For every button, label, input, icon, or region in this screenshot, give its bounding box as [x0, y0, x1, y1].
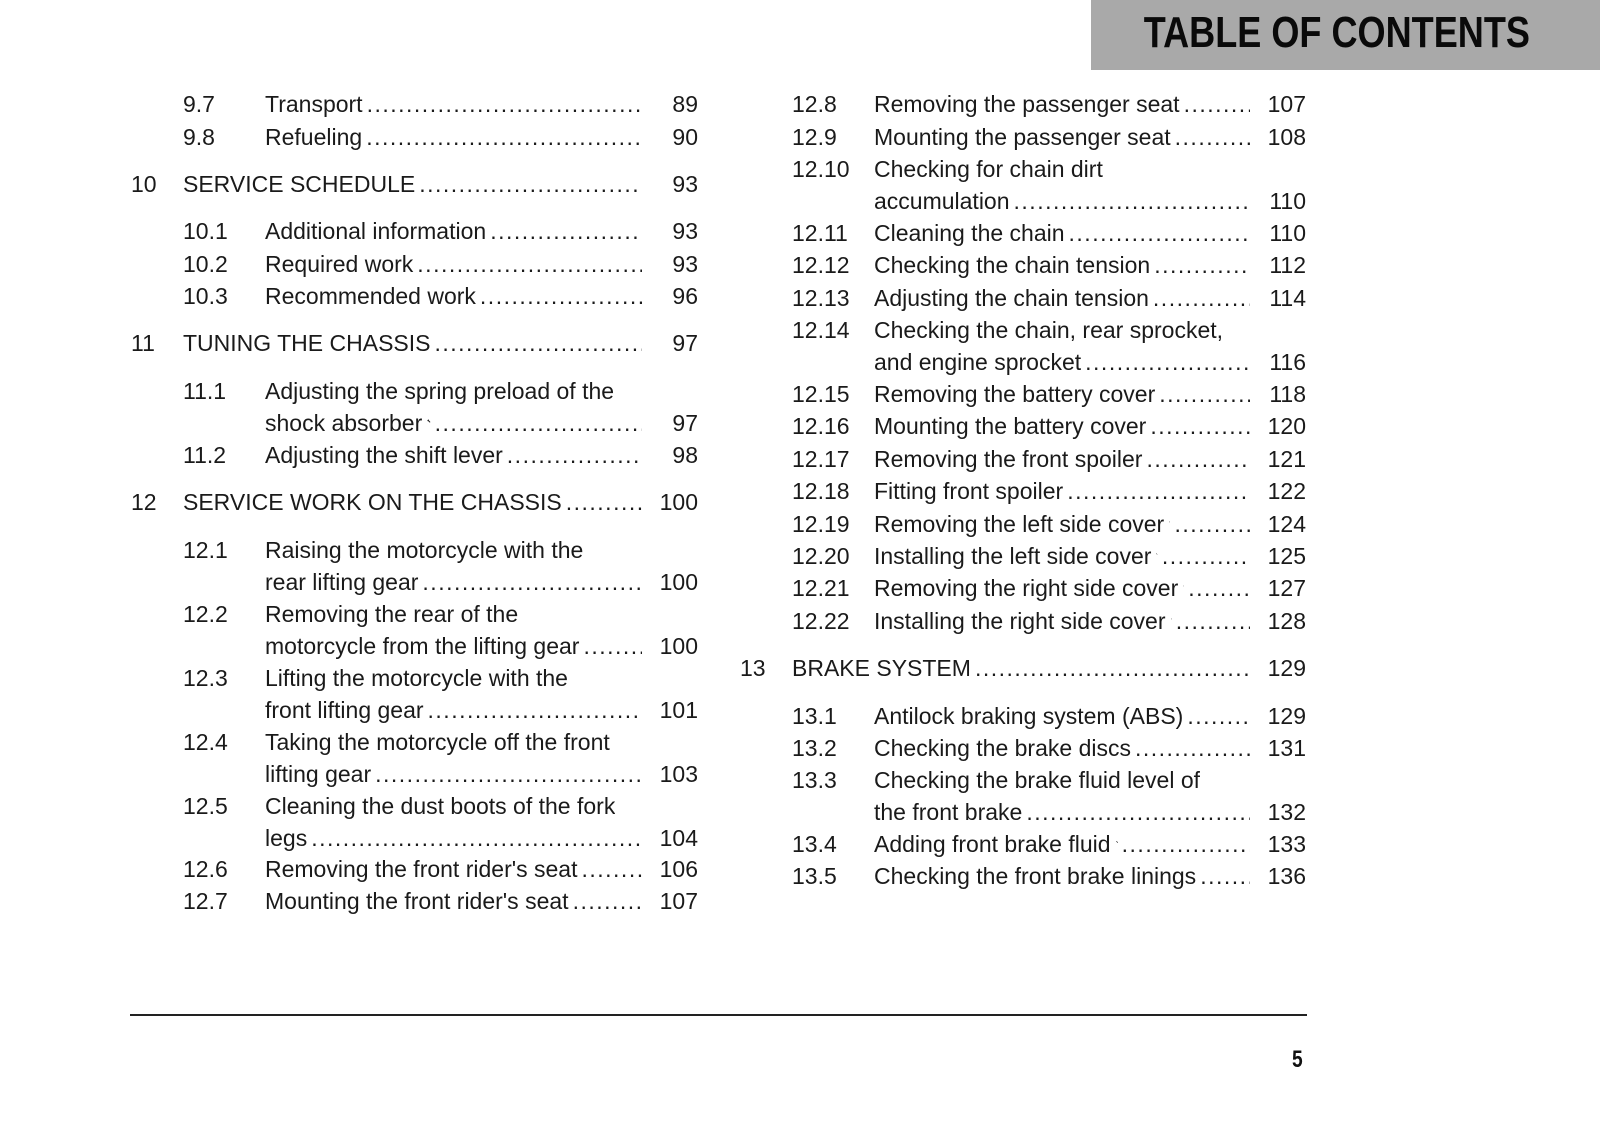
toc-section-entry[interactable]	[0, 411, 1600, 441]
entry-title: Removing the front spoiler	[874, 446, 1143, 472]
toc-chapter-entry[interactable]	[0, 653, 1600, 683]
entry-title: Raising the motorcycle with the	[265, 537, 584, 563]
page-reference[interactable]: 118	[1269, 381, 1306, 407]
entry-title: lifting gear	[265, 761, 372, 787]
page-reference[interactable]: 128	[1267, 608, 1306, 634]
entry-title: Mounting the passenger seat	[874, 124, 1171, 150]
toc-section-entry[interactable]	[0, 250, 1600, 280]
section-number: 13.1	[792, 703, 837, 729]
toc-section-entry[interactable]	[0, 283, 1600, 313]
section-number: 12.22	[792, 608, 850, 634]
chapter-number: 13	[740, 655, 766, 681]
entry-title: TUNING THE CHASSIS	[183, 330, 431, 356]
page-reference[interactable]: 107	[1267, 91, 1306, 117]
entry-title: Adding front brake fluid	[874, 831, 1111, 857]
page-reference[interactable]: 93	[672, 251, 698, 277]
entry-title: Checking the brake discs	[874, 735, 1131, 761]
entry-title: Lifting the motorcycle with the	[265, 665, 568, 691]
page-reference[interactable]: 124	[1267, 511, 1306, 537]
toc-section-entry[interactable]	[0, 122, 1600, 152]
header-band	[1091, 0, 1600, 70]
wrench-icon	[1116, 832, 1118, 852]
dot-leader	[1200, 861, 1250, 891]
section-number: 12.3	[183, 665, 228, 691]
entry-title: Recommended work	[265, 283, 476, 309]
entry-title: Required work	[265, 251, 414, 277]
entry-title: Additional information	[265, 218, 487, 244]
wrench-icon	[1156, 544, 1157, 564]
entry-title: BRAKE SYSTEM	[792, 655, 971, 681]
page-reference[interactable]: 101	[659, 697, 698, 723]
dot-leader	[1122, 829, 1250, 859]
entry-title: front lifting gear	[265, 697, 424, 723]
dot-leader	[1135, 733, 1250, 763]
page-number: 5	[1292, 1046, 1303, 1073]
section-number: 12.7	[183, 888, 228, 914]
section-number: 12.11	[792, 220, 848, 246]
toc-section-entry[interactable]	[0, 476, 1600, 506]
chapter-number: 11	[131, 330, 155, 356]
dot-leader	[1026, 797, 1250, 827]
page-reference[interactable]: 98	[672, 442, 698, 468]
footer-divider	[130, 1014, 1307, 1016]
toc-section-entry[interactable]	[0, 765, 1600, 795]
page-reference[interactable]: 129	[1267, 703, 1306, 729]
page-reference[interactable]: 106	[659, 856, 698, 882]
section-number: 12.9	[792, 124, 837, 150]
toc-section-entry[interactable]	[0, 379, 1600, 409]
page-reference[interactable]: 97	[672, 410, 698, 436]
section-number: 9.8	[183, 124, 215, 150]
entry-title: the front brake	[874, 799, 1023, 825]
toc-section-entry[interactable]	[0, 573, 1600, 603]
section-number: 13.4	[792, 831, 837, 857]
entry-title: Checking the brake fluid level of	[874, 767, 1201, 793]
page-reference[interactable]: 116	[1269, 349, 1306, 375]
section-number: 12.1	[183, 537, 228, 563]
dot-leader	[1154, 250, 1250, 280]
chapter-number: 10	[131, 171, 157, 197]
page-reference[interactable]: 103	[659, 761, 698, 787]
dot-leader	[1162, 541, 1250, 571]
section-number: 12.21	[792, 575, 850, 601]
entry-title: Installing the left side cover	[874, 543, 1152, 569]
wrench-icon	[1171, 609, 1172, 629]
entry-title: Cleaning the dust boots of the fork	[265, 793, 616, 819]
entry-title: legs	[265, 825, 308, 851]
entry-title: Removing the rear of the	[265, 601, 519, 627]
entry-title: Checking the chain, rear sprocket,	[874, 317, 1224, 343]
entry-title: Adjusting the chain tension	[874, 285, 1149, 311]
entry-title: Antilock braking system (ABS)	[874, 703, 1184, 729]
page-reference[interactable]: 120	[1267, 413, 1306, 439]
page-reference[interactable]: 93	[672, 171, 698, 197]
toc-section-entry[interactable]	[0, 861, 1600, 891]
toc-section-entry[interactable]	[0, 444, 1600, 474]
entry-title: motorcycle from the lifting gear	[265, 633, 580, 659]
dot-leader	[1187, 701, 1250, 731]
entry-title: Checking the front brake linings	[874, 863, 1197, 889]
page-reference[interactable]: 121	[1267, 446, 1306, 472]
entry-title: Checking for chain dirt	[874, 156, 1103, 182]
page-reference[interactable]: 112	[1269, 252, 1306, 278]
wrench-icon	[1183, 576, 1184, 596]
page-title: TABLE OF CONTENTS	[1143, 8, 1530, 57]
entry-title: Transport	[265, 91, 363, 117]
toc-section-entry[interactable]	[0, 315, 1600, 345]
page-reference[interactable]: 100	[659, 489, 698, 515]
entry-title: Removing the front rider's seat	[265, 856, 578, 882]
page-reference[interactable]: 125	[1267, 543, 1306, 569]
section-number: 12.20	[792, 543, 850, 569]
section-number: 12.14	[792, 317, 850, 343]
section-number: 12.5	[183, 793, 228, 819]
toc-section-entry[interactable]	[0, 733, 1600, 763]
dot-leader	[1146, 444, 1250, 474]
page-reference[interactable]: 132	[1267, 799, 1306, 825]
entry-title: shock absorber	[265, 410, 423, 436]
page-reference[interactable]: 100	[659, 569, 698, 595]
dot-leader	[1175, 122, 1250, 152]
toc-section-entry[interactable]	[0, 154, 1600, 184]
page-reference[interactable]: 114	[1269, 285, 1306, 311]
dot-leader	[1085, 347, 1250, 377]
entry-title: Removing the passenger seat	[874, 91, 1180, 117]
section-number: 12.6	[183, 856, 228, 882]
dot-leader	[1159, 379, 1250, 409]
section-number: 12.18	[792, 478, 850, 504]
page-reference[interactable]: 122	[1267, 478, 1306, 504]
entry-title: Mounting the front rider's seat	[265, 888, 569, 914]
dot-leader	[1184, 89, 1250, 119]
entry-title: Removing the right side cover	[874, 575, 1179, 601]
page-reference[interactable]: 90	[672, 124, 698, 150]
page-reference[interactable]: 93	[672, 218, 698, 244]
entry-title: rear lifting gear	[265, 569, 419, 595]
toc-section-entry[interactable]	[0, 797, 1600, 827]
toc-section-entry[interactable]	[0, 347, 1600, 377]
section-number: 10.3	[183, 283, 228, 309]
entry-title: SERVICE WORK ON THE CHASSIS	[183, 489, 562, 515]
dot-leader	[1150, 411, 1250, 441]
toc-section-entry[interactable]	[0, 541, 1600, 571]
entry-title: Installing the right side cover	[874, 608, 1166, 634]
entry-title: Refueling	[265, 124, 363, 150]
section-number: 12.19	[792, 511, 850, 537]
toc-section-entry[interactable]	[0, 701, 1600, 731]
page-reference[interactable]: 107	[659, 888, 698, 914]
page-reference[interactable]: 131	[1267, 735, 1306, 761]
section-number: 13.2	[792, 735, 837, 761]
entry-title: Cleaning the chain	[874, 220, 1065, 246]
toc-section-entry[interactable]	[0, 89, 1600, 119]
entry-title: Mounting the battery cover	[874, 413, 1147, 439]
entry-title: Adjusting the spring preload of the	[265, 378, 615, 404]
page-reference[interactable]: 129	[1267, 655, 1306, 681]
toc-section-entry[interactable]	[0, 829, 1600, 859]
entry-title: Fitting front spoiler	[874, 478, 1064, 504]
section-number: 12.16	[792, 413, 850, 439]
section-number: 11.2	[183, 442, 227, 468]
dot-leader	[1014, 186, 1250, 216]
page-reference[interactable]: 89	[672, 91, 698, 117]
page-reference[interactable]: 104	[659, 825, 698, 851]
entry-title: Removing the left side cover	[874, 511, 1165, 537]
page-reference[interactable]: 100	[659, 633, 698, 659]
section-number: 10.2	[183, 251, 228, 277]
page-reference[interactable]: 110	[1269, 220, 1306, 246]
page-reference[interactable]: 96	[672, 283, 698, 309]
section-number: 13.3	[792, 767, 837, 793]
dot-leader	[1174, 509, 1250, 539]
dot-leader	[1069, 218, 1250, 248]
entry-title: Removing the battery cover	[874, 381, 1156, 407]
section-number: 12.17	[792, 446, 850, 472]
section-number: 12.13	[792, 285, 850, 311]
page-reference[interactable]: 108	[1267, 124, 1306, 150]
entry-title: Adjusting the shift lever	[265, 442, 503, 468]
section-number: 9.7	[183, 91, 215, 117]
chapter-number: 12	[131, 489, 157, 515]
entry-title: SERVICE SCHEDULE	[183, 171, 416, 197]
section-number: 12.15	[792, 381, 850, 407]
toc-section-entry[interactable]	[0, 218, 1600, 248]
section-number: 13.5	[792, 863, 837, 889]
section-number: 12.8	[792, 91, 837, 117]
entry-title: Taking the motorcycle off the front	[265, 729, 610, 755]
section-number: 12.2	[183, 601, 228, 627]
page-reference[interactable]: 97	[672, 330, 698, 356]
section-number: 12.10	[792, 156, 850, 182]
wrench-icon	[1169, 512, 1170, 532]
section-number: 11.1	[183, 378, 227, 404]
dot-leader	[975, 653, 1250, 683]
dot-leader	[1188, 573, 1250, 603]
toc-section-entry[interactable]	[0, 509, 1600, 539]
toc-section-entry[interactable]	[0, 606, 1600, 636]
entry-title: accumulation	[874, 188, 1010, 214]
page-reference[interactable]: 127	[1267, 575, 1306, 601]
toc-section-entry[interactable]	[0, 186, 1600, 216]
page-reference[interactable]: 110	[1269, 188, 1306, 214]
dot-leader	[1153, 283, 1250, 313]
section-number: 12.12	[792, 252, 850, 278]
entry-title: and engine sprocket	[874, 349, 1082, 375]
page-reference[interactable]: 133	[1267, 831, 1306, 857]
section-number: 10.1	[183, 218, 228, 244]
dot-leader	[1176, 606, 1250, 636]
page-reference[interactable]: 136	[1267, 863, 1306, 889]
entry-title: Checking the chain tension	[874, 252, 1151, 278]
dot-leader	[1067, 476, 1250, 506]
section-number: 12.4	[183, 729, 228, 755]
